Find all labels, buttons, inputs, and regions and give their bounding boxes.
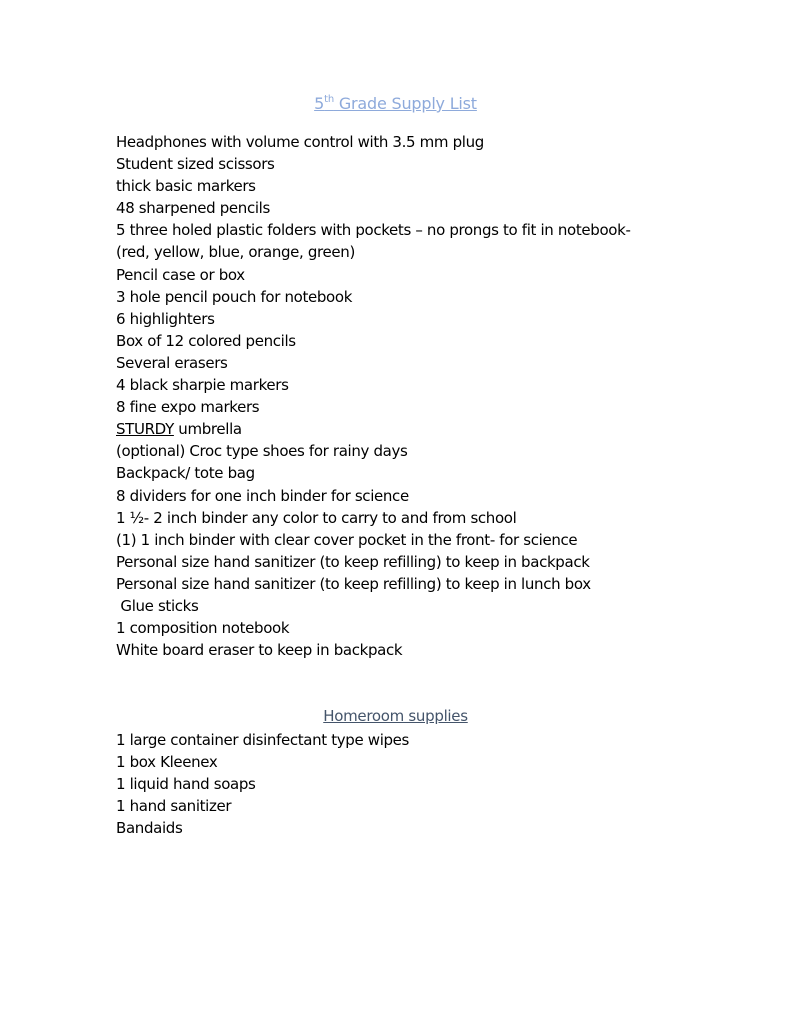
list-item-umbrella xyxy=(116,418,631,440)
homeroom-list xyxy=(116,729,409,839)
page-title xyxy=(0,93,791,115)
list-item: Pencil case or box xyxy=(116,265,245,284)
list-item: thick basic markers xyxy=(116,177,256,196)
list-item: (optional) Croc type shoes for rainy days xyxy=(116,442,408,461)
list-item: 1 liquid hand soaps xyxy=(116,775,256,794)
list-item: 1 large container disinfectant type wipes xyxy=(116,731,410,749)
list-item: 1 hand sanitizer xyxy=(116,797,232,816)
list-item: 1 composition notebook xyxy=(116,619,290,638)
list-item: 5 three holed plastic folders with pockets – no prongs to fit in notebook- xyxy=(116,221,631,240)
list-item: Personal size hand sanitizer (to keep refilling) to keep in backpack xyxy=(116,552,590,571)
title-text: Grade Supply List xyxy=(333,94,477,113)
list-item: (1) 1 inch binder with clear cover pocket in the front- for science xyxy=(116,530,578,549)
sturdy-emphasis: STURDY xyxy=(116,420,174,439)
list-item: 4 black sharpie markers xyxy=(116,376,289,395)
list-item: (red, yellow, blue, orange, green) xyxy=(116,243,355,262)
title-superscript: th xyxy=(324,94,334,105)
title-number: 5 xyxy=(314,94,325,113)
list-item: Bandaids xyxy=(116,819,183,838)
list-item: Personal size hand sanitizer (to keep refilling) to keep in lunch box xyxy=(116,574,591,593)
list-item: Box of 12 colored pencils xyxy=(116,331,296,350)
list-item: 1 box Kleenex xyxy=(116,753,218,772)
list-item: Student sized scissors xyxy=(116,155,275,174)
list-item: Glue sticks xyxy=(116,596,199,615)
list-item: 8 dividers for one inch binder for science xyxy=(116,486,409,505)
list-item: Headphones with volume control with 3.5 mm plug xyxy=(116,133,484,151)
list-item: White board eraser to keep in backpack xyxy=(116,641,403,660)
list-item: 6 highlighters xyxy=(116,309,215,328)
umbrella-text: umbrella xyxy=(173,420,242,439)
list-item: 1 ½- 2 inch binder any color to carry to and from school xyxy=(116,508,517,527)
list-item: 48 sharpened pencils xyxy=(116,199,270,218)
homeroom-heading: Homeroom supplies xyxy=(323,707,468,725)
list-item: Backpack/ tote bag xyxy=(116,464,255,483)
list-item: 3 hole pencil pouch for notebook xyxy=(116,287,353,306)
supply-list xyxy=(116,131,631,661)
list-item: Several erasers xyxy=(116,353,228,372)
list-item: 8 fine expo markers xyxy=(116,398,260,417)
